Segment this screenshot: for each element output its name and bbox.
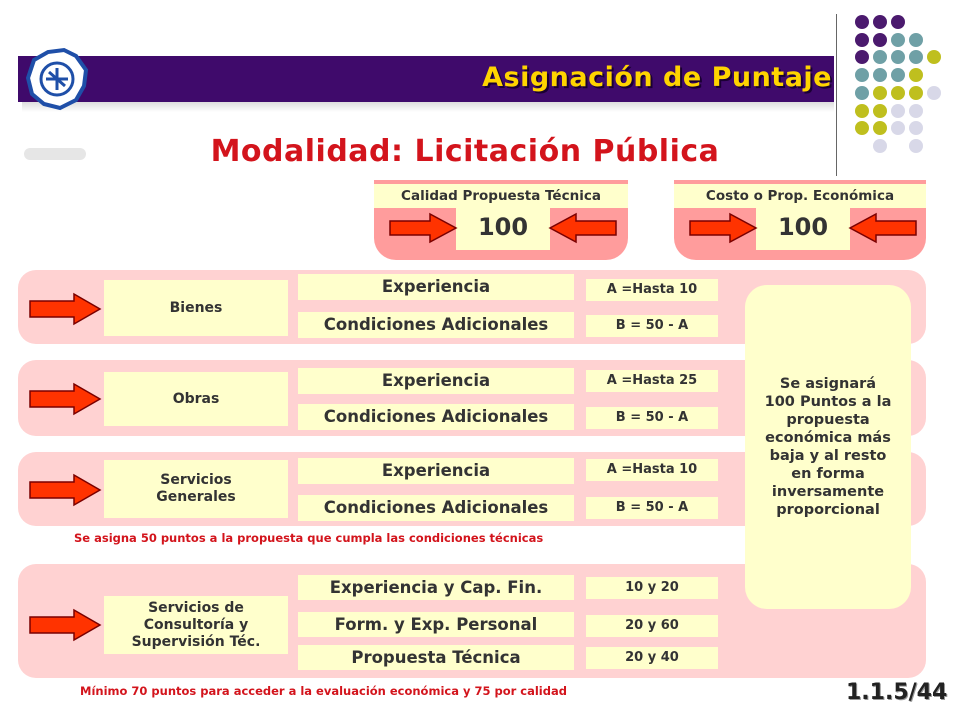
score-value: 20 y 60 <box>586 615 718 637</box>
economic-scoring-note-text: Se asignará 100 Puntos a la propuesta económica más baja y al resto en forma inversamente proporcional <box>764 376 892 518</box>
score-value: B = 50 - A <box>586 407 718 429</box>
page-number: 1.1.5/44 <box>846 680 948 705</box>
page-subtitle: Modalidad: Licitación Pública <box>210 134 720 169</box>
technical-score-value: 100 <box>456 204 550 250</box>
score-value: 20 y 40 <box>586 647 718 669</box>
economic-score-value: 100 <box>756 204 850 250</box>
criterion-label: Form. y Exp. Personal <box>298 612 574 637</box>
criterion-label: Condiciones Adicionales <box>298 495 574 521</box>
criterion-label: Condiciones Adicionales <box>298 404 574 430</box>
score-value: B = 50 - A <box>586 315 718 337</box>
economic-scoring-note <box>745 285 911 609</box>
criterion-label: Experiencia <box>298 458 574 484</box>
page-title: Asignación de Puntaje <box>482 62 832 93</box>
score-value: A =Hasta 25 <box>586 370 718 392</box>
left-arrow-icon <box>850 214 916 242</box>
technical-score-label: Calidad Propuesta Técnica <box>374 184 628 208</box>
criterion-label: Condiciones Adicionales <box>298 312 574 338</box>
criterion-label: Experiencia y Cap. Fin. <box>298 575 574 600</box>
banner-shadow <box>22 102 834 112</box>
criterion-label: Experiencia <box>298 274 574 300</box>
right-arrow-icon <box>30 384 100 414</box>
right-arrow-icon <box>690 214 756 242</box>
minimum-score-note: Mínimo 70 puntos para acceder a la evaluación económica y 75 por calidad <box>80 684 567 698</box>
score-value: 10 y 20 <box>586 577 718 599</box>
category-label: Obras <box>104 372 288 426</box>
right-arrow-icon <box>390 214 456 242</box>
score-value: A =Hasta 10 <box>586 459 718 481</box>
category-label: Servicios Generales <box>104 460 288 518</box>
right-arrow-icon <box>30 294 100 324</box>
right-arrow-icon <box>30 610 100 640</box>
technical-conditions-note: Se asigna 50 puntos a la propuesta que cumpla las condiciones técnicas <box>74 531 544 545</box>
score-value: A =Hasta 10 <box>586 279 718 301</box>
left-arrow-icon <box>550 214 616 242</box>
category-label: Bienes <box>104 280 288 336</box>
right-arrow-icon <box>30 475 100 505</box>
category-label: Servicios de Consultoría y Supervisión Téc. <box>104 596 288 654</box>
logo-icon <box>24 46 90 112</box>
score-value: B = 50 - A <box>586 497 718 519</box>
criterion-label: Propuesta Técnica <box>298 645 574 670</box>
economic-score-label: Costo o Prop. Económica <box>674 184 926 208</box>
criterion-label: Experiencia <box>298 368 574 394</box>
